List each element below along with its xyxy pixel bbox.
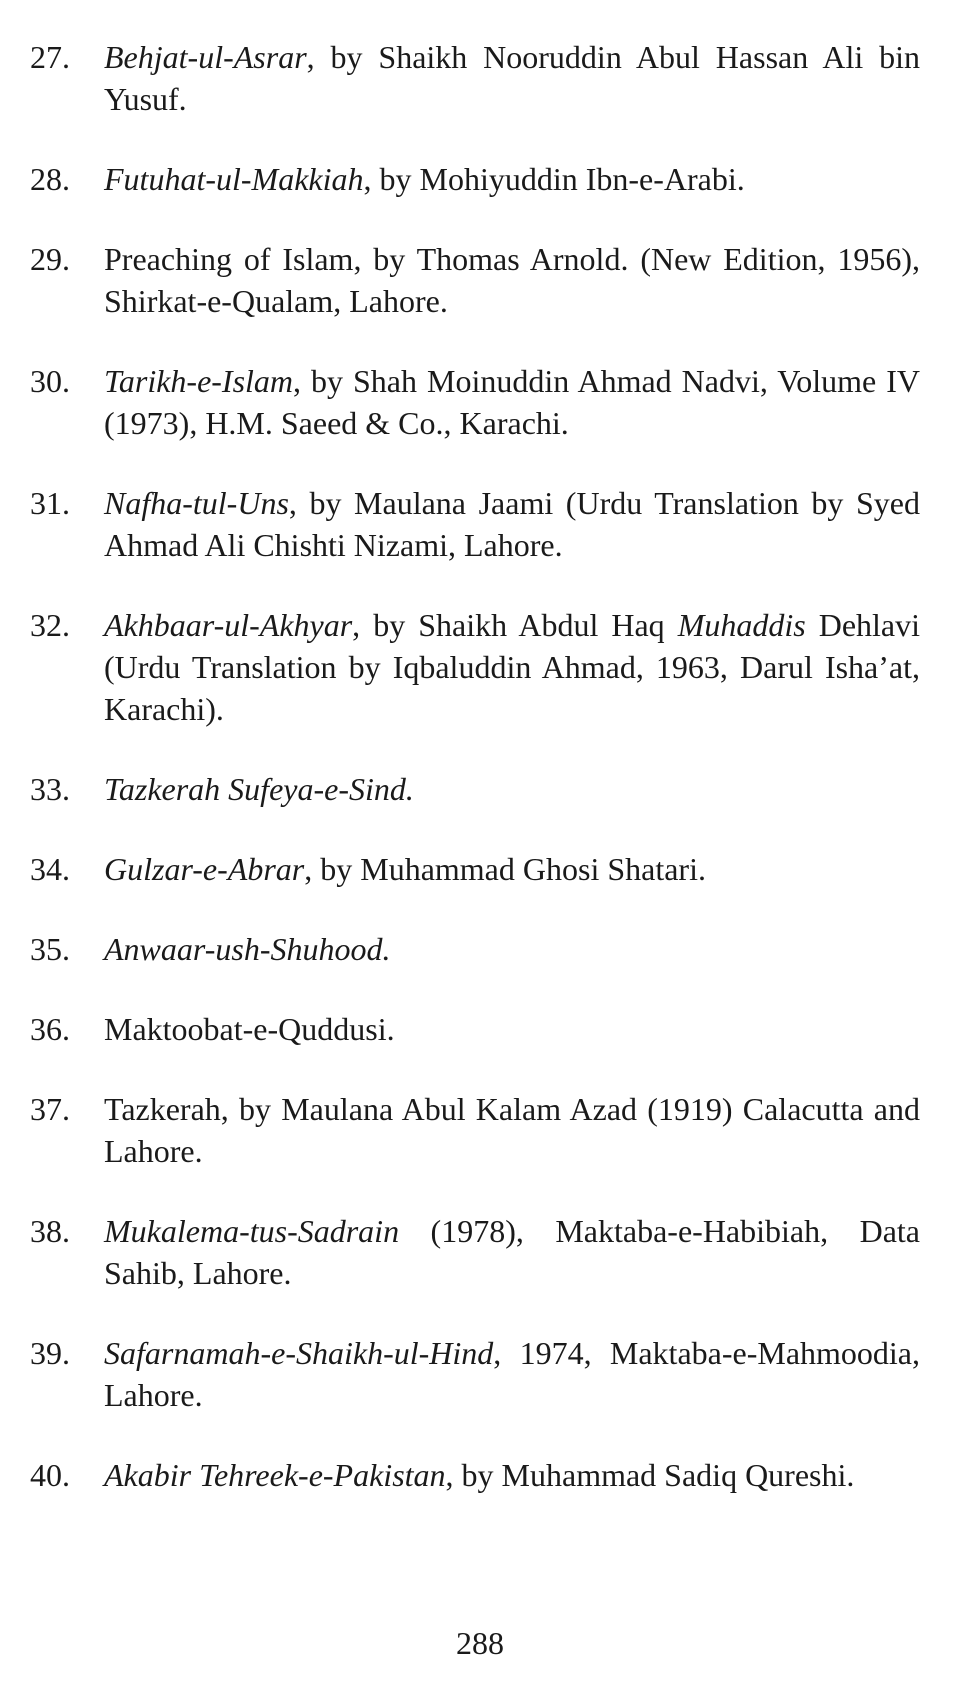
entry-title: Safarnamah-e-Shaikh-ul-Hind bbox=[104, 1335, 494, 1371]
bibliography-entry-40 bbox=[30, 1454, 920, 1496]
bibliography-entry-28 bbox=[30, 158, 920, 200]
bibliography-entry-31 bbox=[30, 482, 920, 566]
entry-details: , by Maulana Jaami (Urdu Translation by Syed Ahmad Ali Chishti Nizami, Lahore. bbox=[104, 485, 920, 563]
entry-number: 38. bbox=[30, 1213, 70, 1249]
bibliography-entry-30 bbox=[30, 360, 920, 444]
entry-text bbox=[104, 1210, 920, 1294]
entry-details: , by Shaikh Nooruddin Abul Hassan Ali bin Yusuf. bbox=[104, 39, 920, 117]
entry-details: , by Mohiyuddin Ibn-e-Arabi. bbox=[363, 161, 745, 197]
entry-text bbox=[104, 848, 920, 890]
bibliography-entry-38 bbox=[30, 1210, 920, 1294]
entry-number: 31. bbox=[30, 485, 70, 521]
entry-title: Behjat-ul-Asrar bbox=[104, 39, 307, 75]
bibliography-entry-37 bbox=[30, 1088, 920, 1172]
entry-text bbox=[104, 928, 920, 970]
entry-number: 29. bbox=[30, 241, 70, 277]
bibliography-entry-29 bbox=[30, 238, 920, 322]
bibliography-entry-32 bbox=[30, 604, 920, 730]
entry-text: Preaching of Islam, by Thomas Arnold. (New Edition, 1956), Shirkat-e-Qualam, Lahore. bbox=[104, 241, 920, 319]
entry-number: 34. bbox=[30, 851, 70, 887]
entry-title: Anwaar-ush-Shuhood. bbox=[104, 931, 391, 967]
entry-details: (1978), Maktaba-e-Habibiah, Data Sahib, Lahore. bbox=[104, 1213, 920, 1291]
entry-details: , by Shah Moinuddin Ahmad Nadvi, Volume IV (1973), H.M. Saeed & Co., Karachi. bbox=[104, 363, 920, 441]
entry-number: 37. bbox=[30, 1091, 70, 1127]
entry-number: 36. bbox=[30, 1011, 70, 1047]
entry-title: Akhbaar-ul-Akhyar bbox=[104, 607, 353, 643]
entry-text bbox=[104, 482, 920, 566]
entry-text bbox=[104, 604, 920, 730]
entry-details: , by Muhammad Sadiq Qureshi. bbox=[445, 1457, 855, 1493]
entry-text bbox=[104, 1332, 920, 1416]
entry-text: Tazkerah, by Maulana Abul Kalam Azad (1919) Calacutta and Lahore. bbox=[104, 1091, 920, 1169]
entry-title-secondary: Muhaddis bbox=[677, 607, 806, 643]
entry-title: Akabir Tehreek-e-Pakistan bbox=[104, 1457, 446, 1493]
entry-number: 30. bbox=[30, 363, 70, 399]
entry-title: Tazkerah Sufeya-e-Sind. bbox=[104, 771, 414, 807]
entry-number: 33. bbox=[30, 771, 70, 807]
entry-title: Nafha-tul-Uns bbox=[104, 485, 289, 521]
entry-details: , 1974, Maktaba-e-Mahmoodia, Lahore. bbox=[104, 1335, 920, 1413]
entry-details: , by Shaikh Abdul Haq bbox=[352, 607, 678, 643]
entry-text bbox=[104, 360, 920, 444]
entry-text bbox=[104, 36, 920, 120]
entry-number: 39. bbox=[30, 1335, 70, 1371]
entry-title: Tarikh-e-Islam bbox=[104, 363, 294, 399]
entry-title: Mukalema-tus-Sadrain bbox=[104, 1213, 400, 1249]
entry-text: Maktoobat-e-Quddusi. bbox=[104, 1011, 395, 1047]
entry-details: Dehlavi (Urdu Translation by Iqbaluddin Ahmad, 1963, Darul Isha’at, Karachi). bbox=[104, 607, 920, 727]
page-number: 288 bbox=[456, 1625, 504, 1661]
bibliography-entry-33 bbox=[30, 768, 920, 810]
bibliography-entry-35 bbox=[30, 928, 920, 970]
entry-text bbox=[104, 768, 920, 810]
entry-number: 40. bbox=[30, 1457, 70, 1493]
bibliography-entry-36 bbox=[30, 1008, 920, 1050]
entry-title: Futuhat-ul-Makkiah bbox=[104, 161, 364, 197]
entry-text bbox=[104, 1454, 920, 1496]
entry-details: , by Muhammad Ghosi Shatari. bbox=[304, 851, 706, 887]
entry-text bbox=[104, 158, 920, 200]
entry-number: 32. bbox=[30, 607, 70, 643]
entry-number: 27. bbox=[30, 39, 70, 75]
entry-number: 28. bbox=[30, 161, 70, 197]
bibliography-entry-27 bbox=[30, 36, 920, 120]
bibliography-list bbox=[30, 36, 920, 1534]
bibliography-entry-39 bbox=[30, 1332, 920, 1416]
entry-number: 35. bbox=[30, 931, 70, 967]
entry-title: Gulzar-e-Abrar bbox=[104, 851, 305, 887]
bibliography-entry-34 bbox=[30, 848, 920, 890]
